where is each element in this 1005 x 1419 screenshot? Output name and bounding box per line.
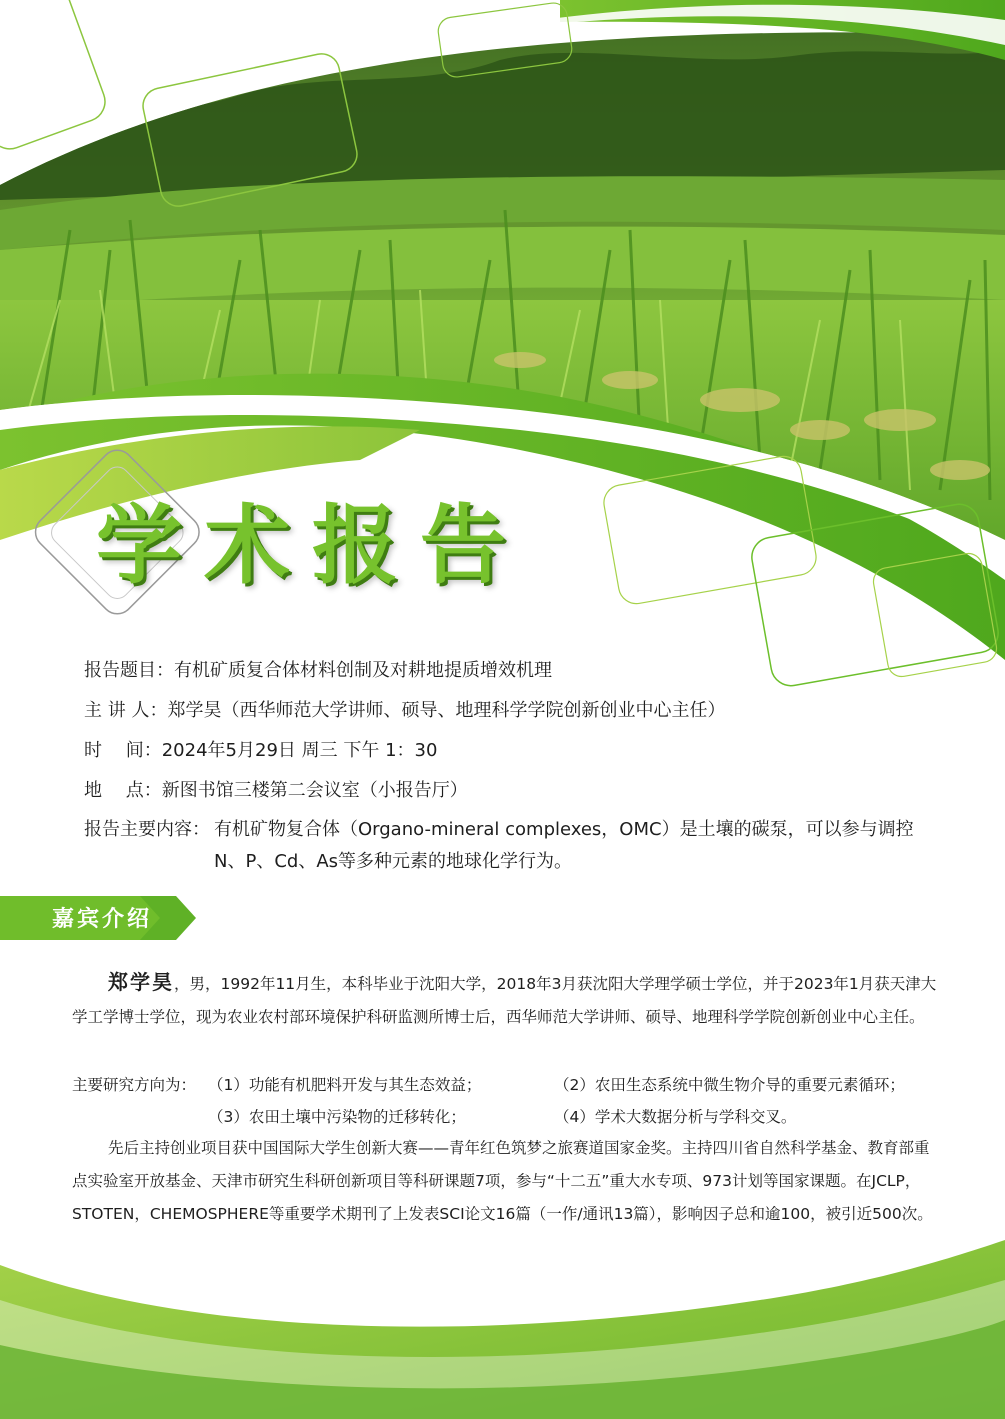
guest-section-tab (0, 896, 198, 940)
research-direction-4: （4）学术大数据分析与学科交叉。 (554, 1108, 797, 1126)
guest-bio-text: ，男，1992年11月生，本科毕业于沈阳大学，2018年3月获沈阳大学理学硕士学位，并于2023年1月获天津大学工学博士学位，现为农业农村部环境保护科研监测所博士后，西华师范大学讲师、硕导、地理科学学院创新创业中心主任。 (72, 975, 937, 1026)
research-label: 主要研究方向为： (72, 1076, 197, 1094)
report-topic-label: 报告题目： (84, 660, 174, 681)
location-value: 新图书馆三楼第二会议室（小报告厅） (161, 780, 468, 801)
guest-achievements-text: 先后主持创业项目获中国国际大学生创新大赛——青年红色筑梦之旅赛道国家金奖。主持四川省自然科学基金、教育部重点实验室开放基金、天津市研究生科研创新项目等科研课题7项，参与“十二五”重大水专项、973计划等国家课题。在JCLP，STOTEN，CHEMOSPHERE等重要学术期刊了上发表SCI论文16篇（一作/通讯13篇），影响因子总和逾100，被引近500次。 (72, 1139, 933, 1223)
report-content-line-2: N、P、Cd、As等多种元素的地球化学行为。 (214, 851, 573, 872)
research-direction-1: （1）功能有机肥料开发与其生态效益； (208, 1076, 482, 1094)
time-value: 2024年5月29日 周三 下午 1：30 (161, 740, 438, 761)
guest-section-heading: 嘉宾介绍 (52, 906, 153, 932)
speaker-line (84, 696, 725, 722)
guest-name: 郑学昊 (108, 970, 174, 994)
report-content-label: 报告主要内容： (84, 819, 210, 840)
location-label: 地 点： (84, 780, 162, 801)
guest-bio-achievements (72, 1132, 938, 1231)
location-line (84, 776, 468, 802)
report-topic-value: 有机矿质复合体材料创制及对耕地提质增效机理 (174, 660, 552, 681)
research-direction-3: （3）农田土壤中污染物的迁移转化； (208, 1108, 466, 1126)
time-label: 时 间： (84, 740, 162, 761)
speaker-label: 主 讲 人： (84, 700, 168, 721)
report-topic-line (84, 656, 552, 682)
poster-title: 学术报告 (96, 496, 528, 596)
research-direction-2: （2）农田生态系统中微生物介导的重要元素循环； (554, 1076, 905, 1094)
research-directions (72, 1070, 952, 1136)
report-content-line-1: 有机矿物复合体（Organo-mineral complexes，OMC）是土壤的碳泵，可以参与调控 (214, 819, 914, 840)
time-line (84, 736, 437, 762)
speaker-value: 郑学昊（西华师范大学讲师、硕导、地理科学学院创新创业中心主任） (167, 700, 726, 721)
guest-bio-intro (72, 966, 938, 1034)
